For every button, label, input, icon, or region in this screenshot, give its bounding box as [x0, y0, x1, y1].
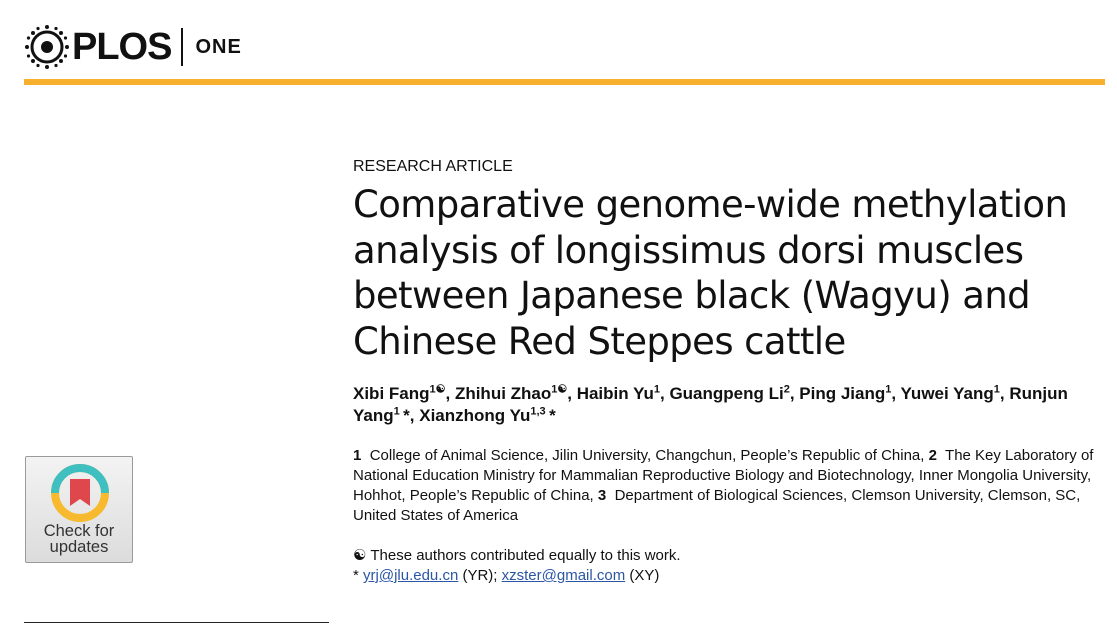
corresponding-marker: *: [353, 567, 359, 584]
author: Yuwei Yang$^1$,: [900, 383, 1010, 403]
author-name: Xianzhong Yu: [419, 406, 531, 425]
corresponding-author-mark: *: [399, 406, 410, 425]
sidebar-divider: [24, 622, 329, 623]
author-name: Zhihui Zhao: [454, 384, 552, 403]
check-for-updates-label: [26, 523, 132, 555]
affiliation-number: 3: [597, 487, 607, 504]
author-affiliation-superscript: 1: [993, 383, 1000, 396]
author: Ping Jiang$^1$,: [799, 383, 901, 403]
author: Haibin Yu$^1$,: [576, 383, 670, 403]
author-name: Xibi Fang: [353, 384, 430, 403]
author: Runjun Yang$^1$ *,: [353, 384, 1068, 425]
author-affiliation-superscript: 1: [885, 383, 892, 396]
corresponding-note: [353, 566, 1093, 586]
logo-divider: [181, 28, 183, 66]
affiliation-text: College of Animal Science, Jilin University, Changchun, People’s Republic of China,: [369, 447, 925, 464]
author-affiliation-superscript: 1: [653, 383, 660, 396]
author: [419, 406, 555, 425]
article-title: Comparative genome-wide methylation analysis of longissimus dorsi muscles between Japanese black (Wagyu) and Chinese Red Steppes cattle: [353, 183, 1068, 363]
equal-contribution-note: [353, 546, 1093, 566]
author: Xibi Fang$^{1☯}$,: [353, 383, 455, 403]
author-list: [353, 383, 1093, 427]
journal-header: [24, 24, 242, 70]
crossmark-icon: [49, 462, 111, 524]
author-name: Runjun Yang: [353, 384, 1068, 425]
author-notes: [353, 546, 1093, 586]
email-link-yr[interactable]: yrj@jlu.edu.cn: [363, 567, 459, 584]
author-affiliation-superscript: 1☯: [429, 383, 446, 396]
badge-line-1: Check for: [43, 522, 115, 540]
email-link-xy[interactable]: xzster@gmail.com: [501, 567, 626, 584]
email-initials-yr: (YR);: [462, 567, 498, 584]
author-affiliation-superscript: 1☯: [551, 383, 568, 396]
equal-contribution-text: These authors contributed equally to this work.: [370, 547, 681, 564]
author-affiliation-superscript: 1,3: [530, 405, 546, 418]
badge-line-2: updates: [49, 538, 109, 556]
email-initials-xy: (XY): [629, 567, 660, 584]
affiliation-text: The Key Laboratory of National Education Ministry for Mammalian Reproductive Biology and Biotechnology, Inner Mongolia University, Hohhot, People’s Republic of China,: [353, 447, 1094, 504]
journal-name: ONE: [195, 35, 242, 58]
affiliation-number: 2: [928, 447, 937, 464]
equal-contribution-icon: ☯: [353, 547, 367, 564]
check-for-updates-button[interactable]: [25, 456, 133, 563]
author-affiliation-superscript: 1: [393, 405, 400, 418]
plos-logo-icon: [24, 24, 70, 70]
author-name: Ping Jiang: [799, 384, 886, 403]
author-name: Yuwei Yang: [900, 384, 994, 403]
affiliation-text: Department of Biological Sciences, Clemson University, Clemson, SC, United States of America: [353, 487, 1081, 524]
corresponding-author-mark: *: [545, 406, 556, 425]
author: Zhihui Zhao$^{1☯}$,: [454, 383, 577, 403]
author: Guangpeng Li$^2$,: [669, 383, 800, 403]
brand-bar: [24, 79, 1105, 85]
article-type: RESEARCH ARTICLE: [353, 158, 513, 175]
author-name: Guangpeng Li: [669, 384, 784, 403]
author-affiliation-superscript: 2: [783, 383, 790, 396]
affiliation-number: 1: [353, 447, 362, 464]
author-name: Haibin Yu: [576, 384, 654, 403]
plos-wordmark: PLOS: [72, 26, 172, 68]
affiliations: [353, 446, 1105, 526]
